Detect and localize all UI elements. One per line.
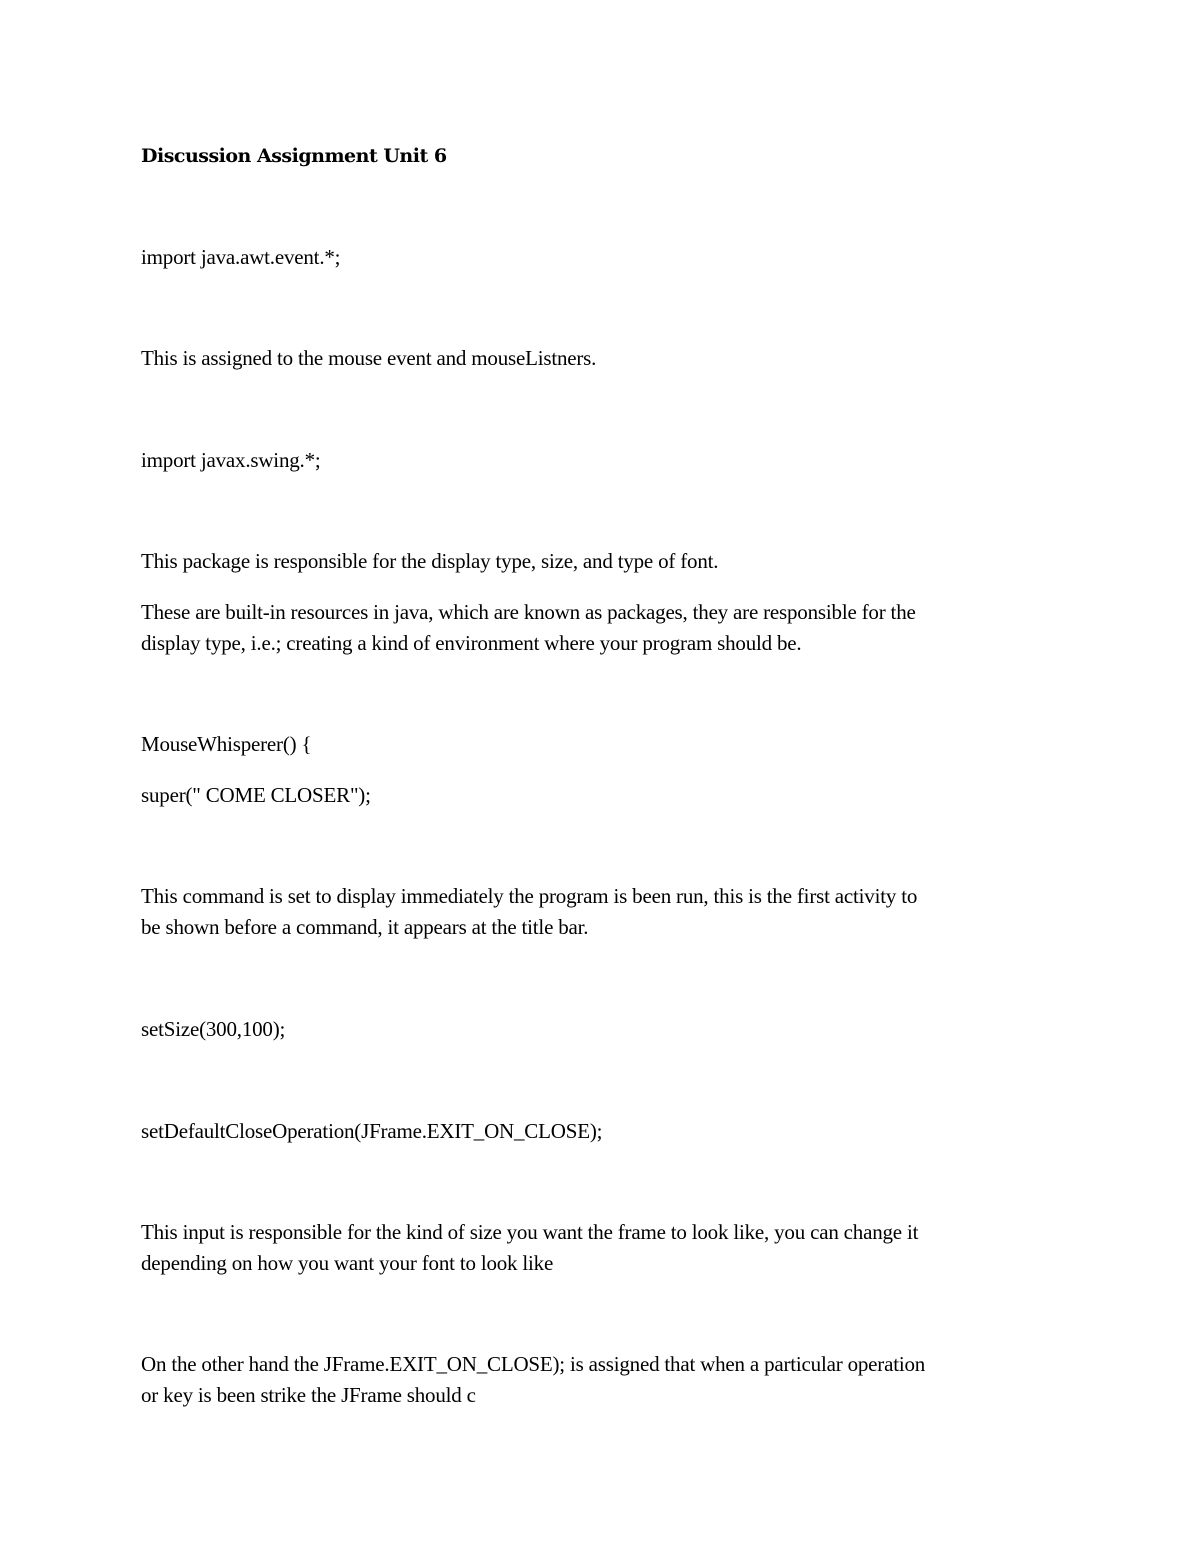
paragraph-input-size-line-2: depending on how you want your font to look like bbox=[141, 1251, 554, 1275]
code-line-super-call: super(" COME CLOSER"); bbox=[141, 783, 371, 807]
paragraph-package-display: This package is responsible for the display type, size, and type of font. bbox=[141, 549, 719, 573]
paragraph-command-display-line-1: This command is set to display immediately the program is been run, this is the first activity to bbox=[141, 884, 918, 908]
document-title: Discussion Assignment Unit 6 bbox=[141, 145, 447, 167]
paragraph-builtin-resources-line-2: display type, i.e.; creating a kind of environment where your program should be. bbox=[141, 631, 802, 655]
code-line-import-swing: import javax.swing.*; bbox=[141, 448, 321, 472]
paragraph-command-display-line-2: be shown before a command, it appears at the title bar. bbox=[141, 915, 589, 939]
paragraph-mouse-event: This is assigned to the mouse event and mouseListners. bbox=[141, 346, 597, 370]
code-line-default-close: setDefaultCloseOperation(JFrame.EXIT_ON_CLOSE); bbox=[141, 1119, 603, 1143]
code-line-import-awt-event: import java.awt.event.*; bbox=[141, 245, 341, 269]
paragraph-input-size-line-1: This input is responsible for the kind of size you want the frame to look like, you can change it bbox=[141, 1220, 919, 1244]
paragraph-exit-on-close-line-2: or key is been strike the JFrame should c bbox=[141, 1383, 476, 1407]
code-line-constructor: MouseWhisperer() { bbox=[141, 732, 312, 756]
paragraph-builtin-resources-line-1: These are built-in resources in java, which are known as packages, they are responsible for the bbox=[141, 600, 916, 624]
code-line-set-size: setSize(300,100); bbox=[141, 1017, 286, 1041]
paragraph-exit-on-close-line-1: On the other hand the JFrame.EXIT_ON_CLOSE); is assigned that when a particular operation bbox=[141, 1352, 926, 1376]
